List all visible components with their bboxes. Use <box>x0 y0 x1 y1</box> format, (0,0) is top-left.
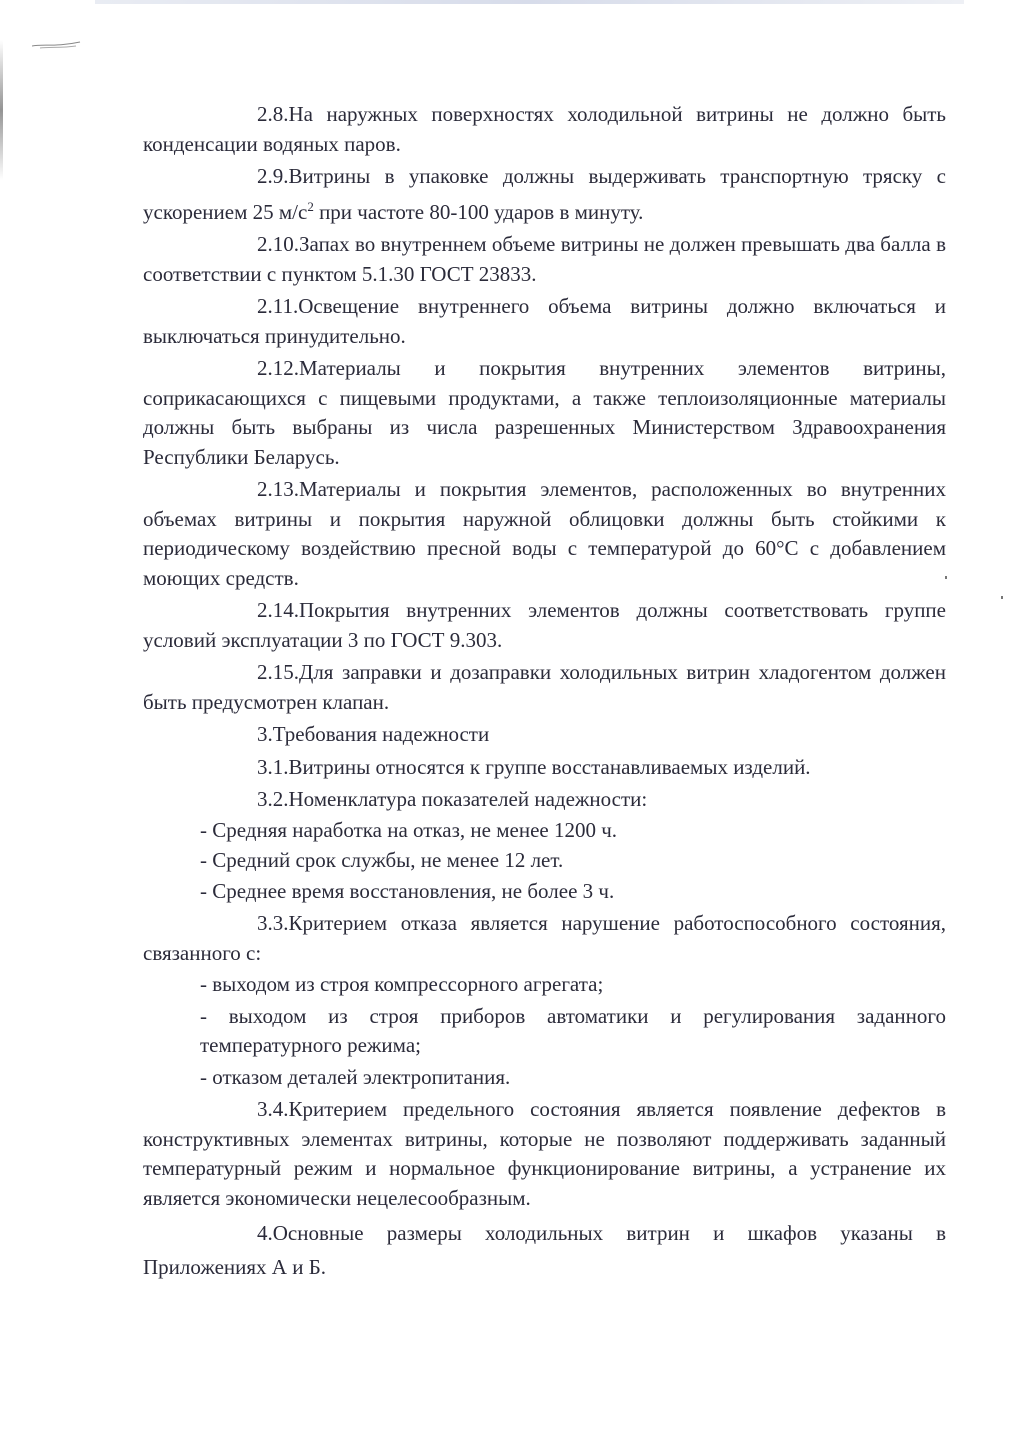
section-number: 3. <box>257 722 273 746</box>
paragraph-3-1 <box>143 753 946 783</box>
clause-number: 2.12. <box>257 356 299 380</box>
section-title: Требования надежности <box>272 722 490 746</box>
clause-text: Критерием отказа является нарушение работоспособного состояния, связанного с: <box>143 911 946 965</box>
paragraph-2-11 <box>143 292 946 351</box>
clause-text: Покрытия внутренних элементов должны соответствовать группе условий эксплуатации 3 по ГОСТ 9.303. <box>143 598 946 652</box>
scan-edge-top <box>95 0 964 4</box>
list-item: - выходом из строя приборов автоматики и регулирования заданного температурного режима; <box>200 1003 946 1057</box>
scan-edge-left <box>0 40 3 180</box>
clause-number: 2.14. <box>257 598 299 622</box>
section-number: 4. <box>257 1221 273 1245</box>
clause-text: Освещение внутреннего объема витрины должно включаться и выключаться принудительно. <box>143 294 946 348</box>
paragraph-2-10 <box>143 230 946 289</box>
clause-text: Для заправки и дозаправки холодильных витрин хладогентом должен быть предусмотрен клапан. <box>143 660 946 714</box>
clause-text: при частоте 80-100 ударов в минуту. <box>313 199 644 224</box>
clause-number: 3.2. <box>257 787 289 811</box>
clause-number: 3.1. <box>257 754 289 779</box>
document-body <box>143 100 946 1284</box>
paragraph-3-3 <box>143 909 946 968</box>
clause-text: Материалы и покрытия элементов, расположенных во внутренних объемах витрины и покрытия наружной облицовки должны быть стойкими к периодическому воздействию пресной воды с температурой до 60°С с добавлением моющих средств. <box>143 477 946 590</box>
paragraph-3-4 <box>143 1095 946 1213</box>
clause-number: 3.3. <box>257 911 289 935</box>
clause-text: Витрины относятся к группе восстанавливаемых изделий. <box>288 754 811 779</box>
scan-speck <box>1001 596 1003 599</box>
list-item: - выходом из строя компрессорного агрегата; <box>200 972 604 996</box>
list-item: - Среднее время восстановления, не более 3 ч. <box>200 878 615 903</box>
clause-text: На наружных поверхностях холодильной витрины не должно быть конденсации водяных паров. <box>143 102 946 156</box>
superscript: 2 <box>307 198 314 214</box>
clause-number: 2.15. <box>257 660 299 684</box>
paragraph-2-12 <box>143 354 946 472</box>
paragraph-2-9 <box>143 162 946 227</box>
clause-number: 2.13. <box>257 477 299 501</box>
clause-text: Запах во внутреннем объеме витрины не должен превышать два балла в соответствии с пунктом 5.1.30 ГОСТ 23833. <box>143 232 946 286</box>
list-item: - отказом деталей электропитания. <box>200 1064 511 1089</box>
clause-text: Номенклатура показателей надежности: <box>288 787 648 811</box>
clause-text: Основные размеры холодильных витрин и шкафов указаны в Приложениях А и Б. <box>143 1221 946 1279</box>
paragraph-2-13 <box>143 475 946 593</box>
section-3-heading <box>143 720 946 750</box>
clause-text: Витрины в упаковке должны выдерживать транспортную тряску с ускорением 25 м/с <box>143 164 946 224</box>
paragraph-2-8 <box>143 100 946 159</box>
clause-number: 2.9. <box>257 164 289 188</box>
list-item: - Средняя наработка на отказ, не менее 1200 ч. <box>200 817 618 842</box>
paragraph-2-15 <box>143 658 946 717</box>
paragraph-4 <box>143 1216 946 1284</box>
paragraph-2-14 <box>143 596 946 655</box>
list-item: - Средний срок службы, не менее 12 лет. <box>200 848 564 872</box>
paragraph-3-2 <box>143 785 946 815</box>
scan-mark <box>32 38 82 50</box>
clause-text: Материалы и покрытия внутренних элементов витрины, соприкасающихся с пищевыми продуктами, а также теплоизоляционные материалы должны быть выбраны из числа разрешенных Министерством Здравоохранения Республики Беларусь. <box>143 356 946 469</box>
clause-text: Критерием предельного состояния является появление дефектов в конструктивных элементах витрины, которые не позволяют поддерживать заданный температурный режим и нормальное функционирование витрины, а устранение их является экономически нецелесообразным. <box>143 1097 946 1210</box>
clause-number: 2.10. <box>257 232 299 256</box>
clause-number: 2.11. <box>257 294 299 318</box>
clause-number: 2.8. <box>257 102 289 126</box>
clause-number: 3.4. <box>257 1097 289 1121</box>
